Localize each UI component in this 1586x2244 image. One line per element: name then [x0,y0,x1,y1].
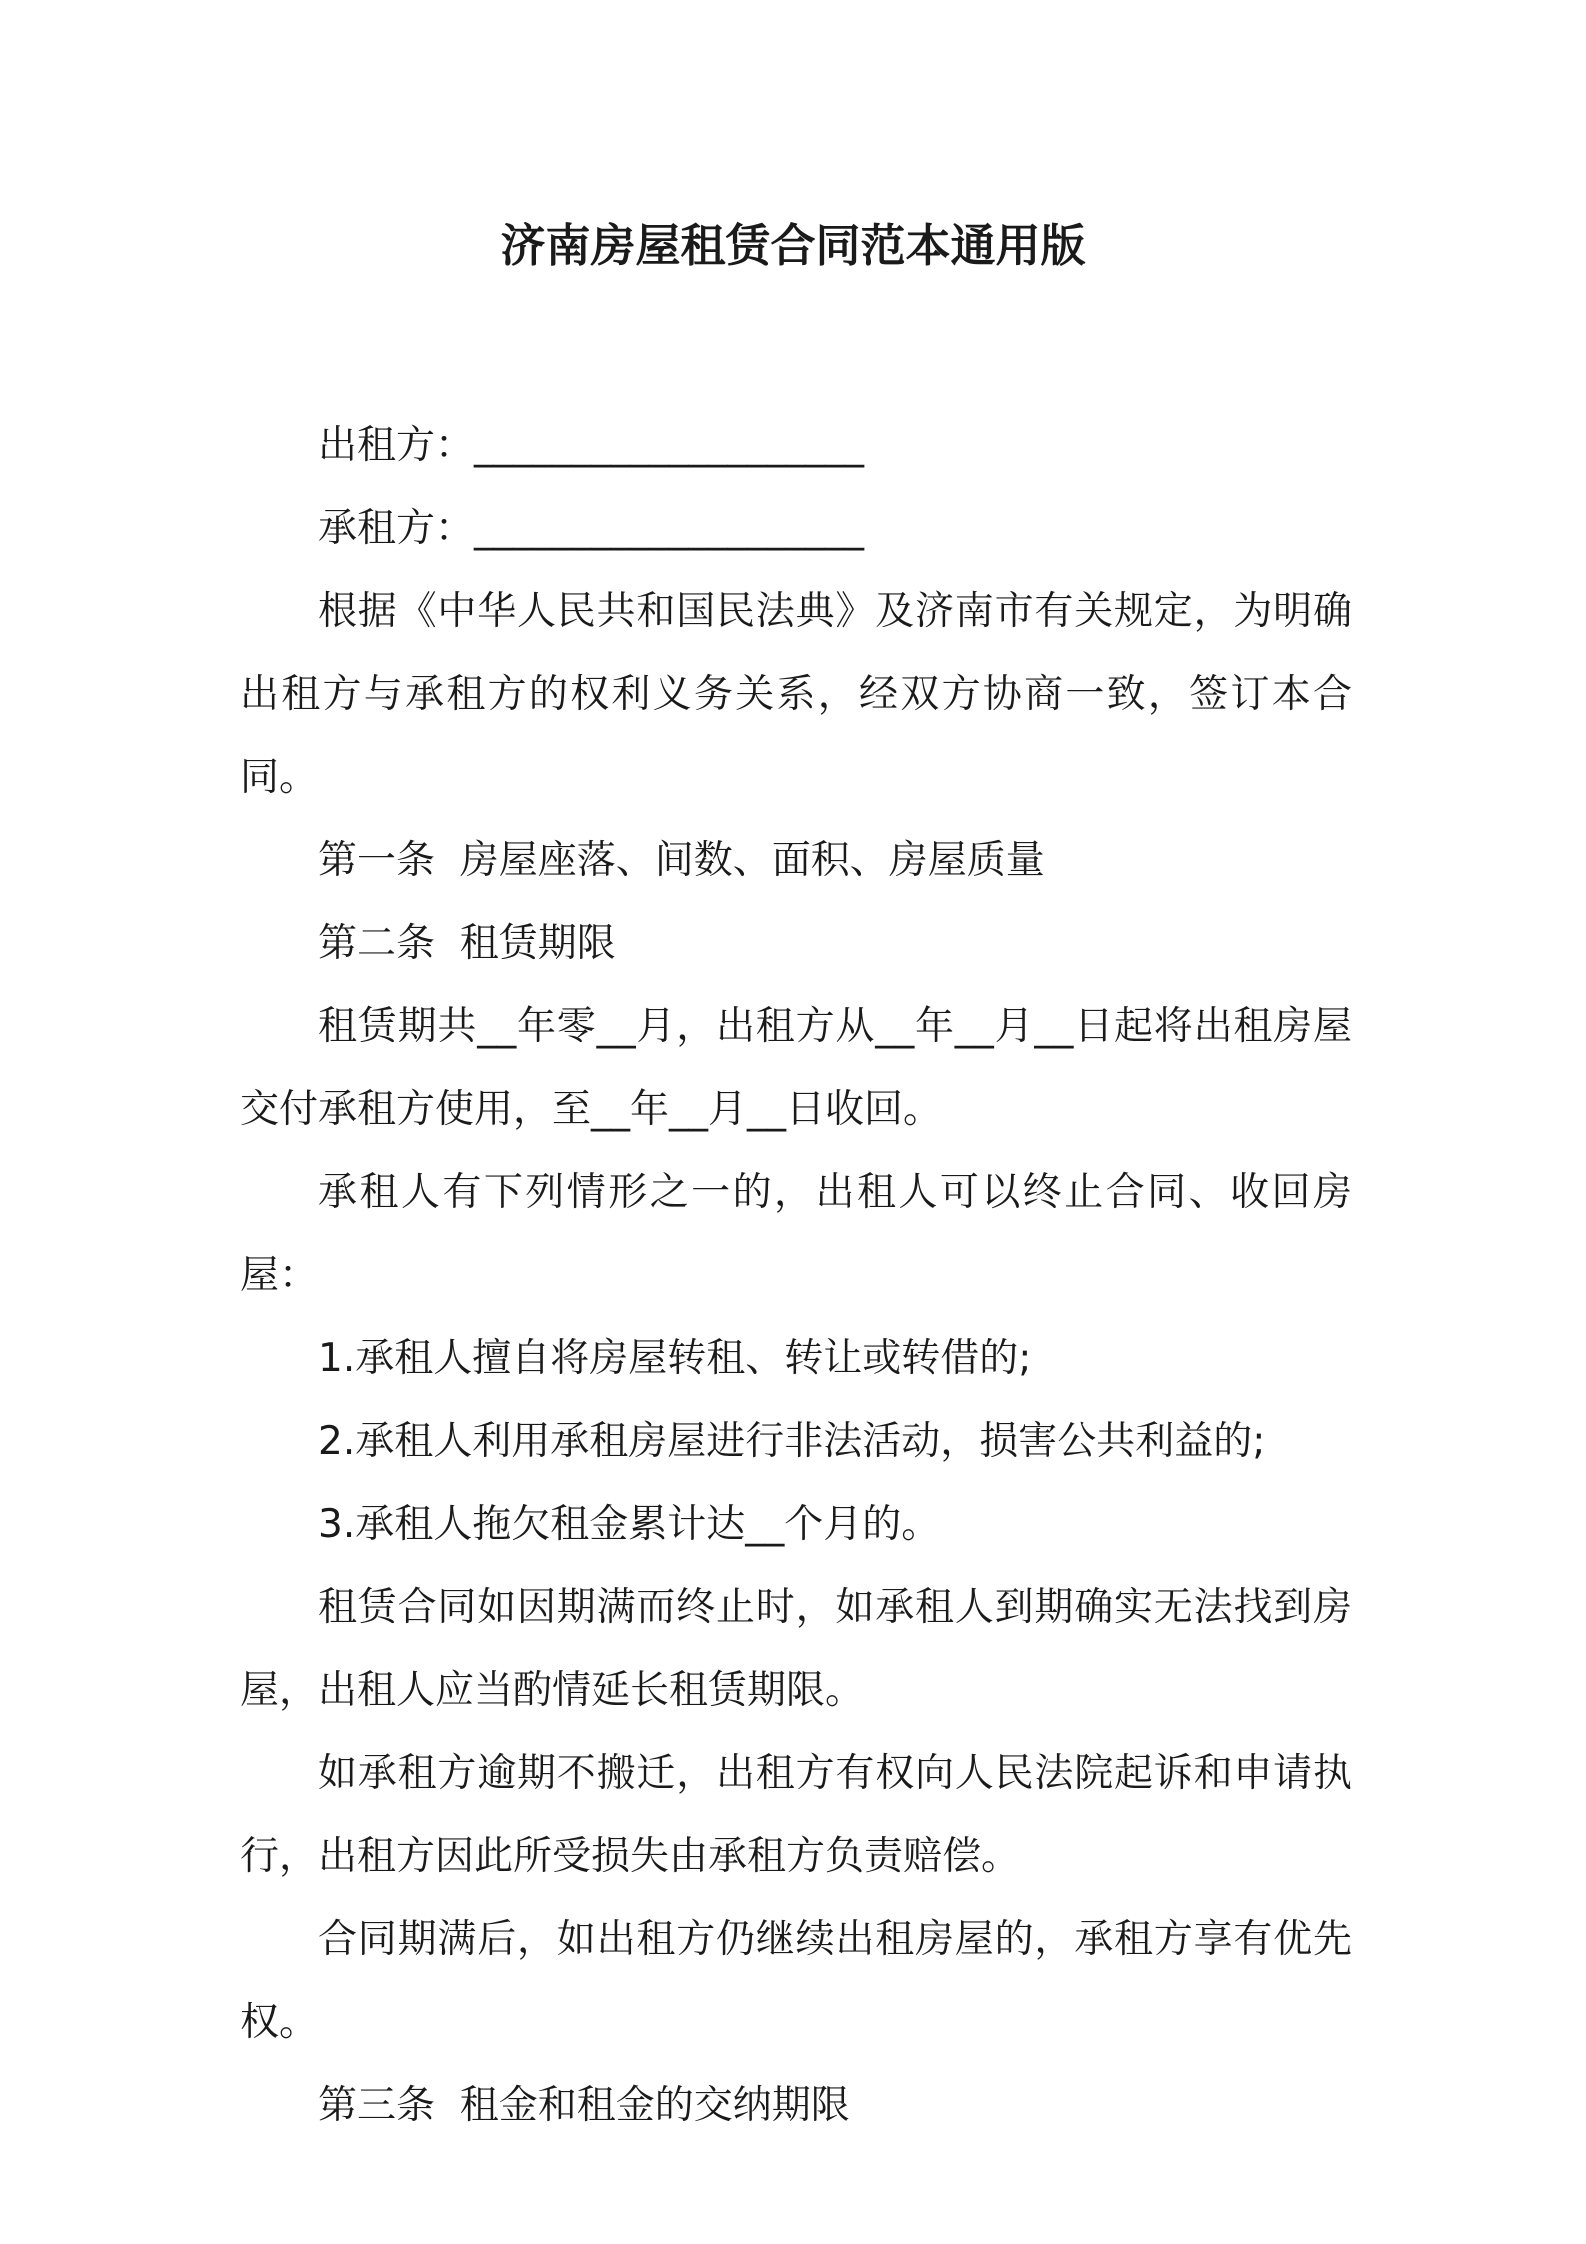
termination-intro-paragraph: 承租人有下列情形之一的，出租人可以终止合同、收回房屋： [240,1170,1352,1298]
priority-right-paragraph: 合同期满后，如出租方仍继续出租房屋的，承租方享有优先权。 [240,1917,1352,2045]
termination-item-1: 1.承租人擅自将房屋转租、转让或转借的; [318,1336,1032,1381]
lease-term-paragraph: 租赁期共__年零__月，出租方从__年__月__日起将出租房屋交付承租方使用，至__年__月__日收回。 [240,1004,1352,1132]
termination-item-2: 2.承租人利用承租房屋进行非法活动，损害公共利益的; [318,1419,1266,1464]
lessee-field: 承租方：____________________ [318,506,865,551]
article-1-heading: 第一条 房屋座落、间数、面积、房屋质量 [318,838,1045,883]
expiry-extension-paragraph: 租赁合同如因期满而终止时，如承租人到期确实无法找到房屋，出租人应当酌情延长租赁期限。 [240,1585,1352,1713]
lessor-field: 出租方：____________________ [318,423,865,468]
termination-item-3: 3.承租人拖欠租金累计达__个月的。 [318,1502,941,1547]
article-2-heading: 第二条 租赁期限 [318,921,616,966]
document-title: 济南房屋租赁合同范本通用版 [500,219,1086,272]
overdue-move-paragraph: 如承租方逾期不搬迁，出租方有权向人民法院起诉和申请执行，出租方因此所受损失由承租方负责赔偿。 [240,1751,1352,1879]
document-body [240,404,1352,2147]
article-3-heading: 第三条 租金和租金的交纳期限 [318,2083,850,2128]
preamble-paragraph: 根据《中华人民共和国民法典》及济南市有关规定，为明确出租方与承租方的权利义务关系，经双方协商一致，签订本合同。 [240,589,1352,800]
